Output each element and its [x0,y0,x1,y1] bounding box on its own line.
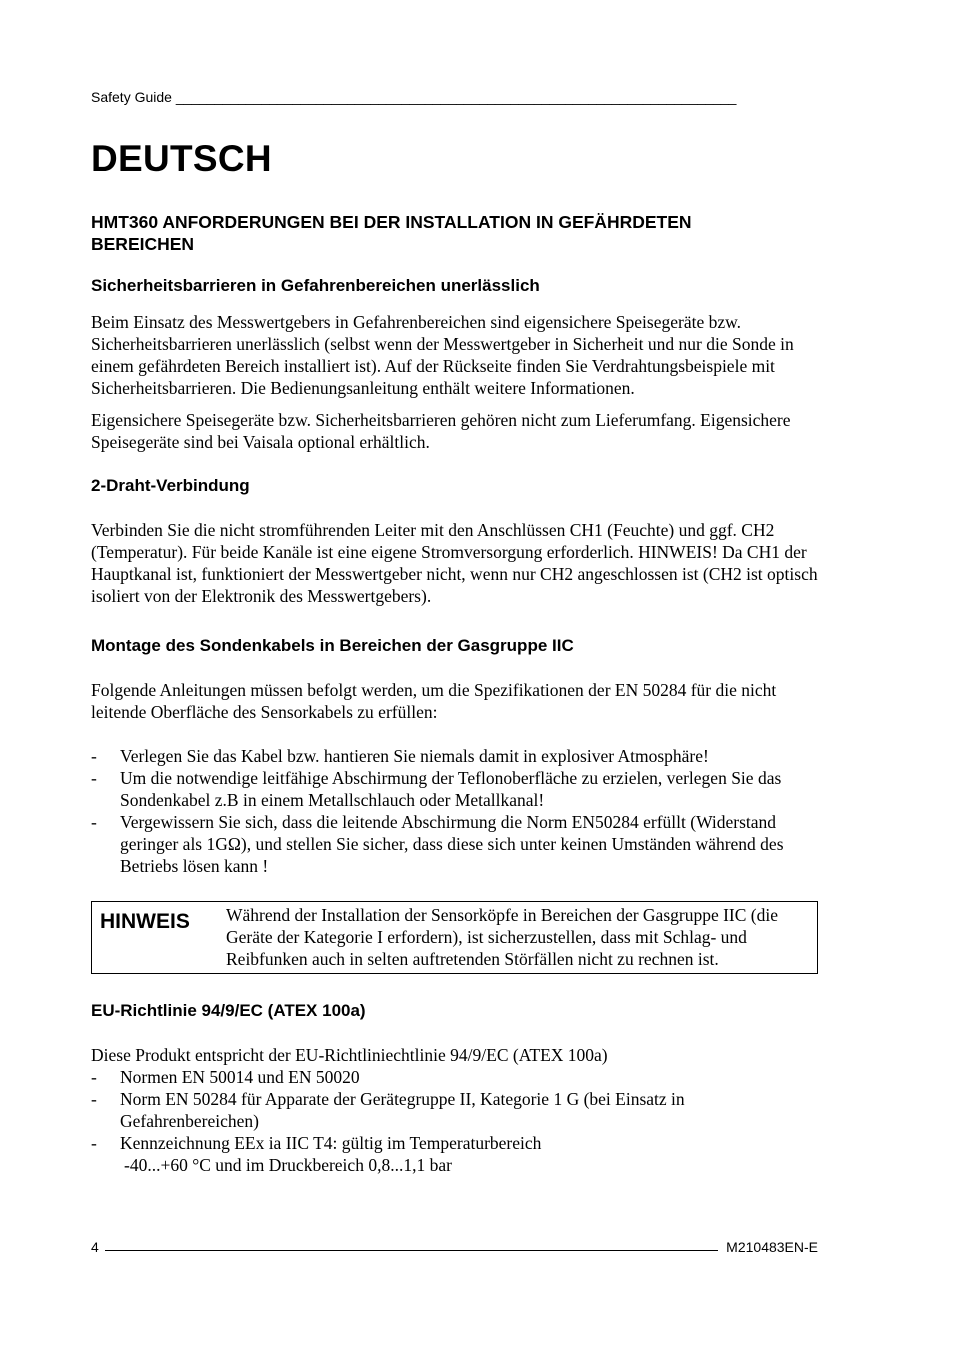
paragraph-barriers-1: Beim Einsatz des Messwertgebers in Gefahrenbereichen sind eigensichere Speisegeräte bzw. Sicherheitsbarrieren unerlässlich (selbst wenn der Messwertgeber in Sicherheit und nur die Sonde in einem gefährdeten Bereich installiert ist). Auf der Rückseite finden Sie Verdrahtungsbeispiele mit Sicherheitsbarrieren. Die Bedienungsanleitung enthält weitere Informationen. [91,312,794,398]
heading-safety-barriers: Sicherheitsbarrieren in Gefahrenbereichen unerlässlich [91,276,540,295]
section-heading: HMT360 ANFORDERUNGEN BEI DER INSTALLATION IN GEFÄHRDETEN BEREICHEN [91,212,692,254]
paragraph-probe-cable: Folgende Anleitungen müssen befolgt werden, um die Spezifikationen der EN 50284 für die nicht leitende Oberfläche des Sensorkabels zu erfüllen: [91,680,777,722]
list-item: - Vergewissern Sie sich, dass die leitende Abschirmung die Norm EN50284 erfüllt (Widerstand geringer als 1GΩ), und stellen Sie sicher, dass diese sich unter keinen Umständen während des Betriebs lösen kann ! [91,812,784,876]
note-text: Während der Installation der Sensorköpfe in Bereichen der Gasgruppe IIC (die Geräte der Kategorie I erfordern), ist sicherzustellen, dass mit Schlag- und Reibfunken auch in selten auftretenden Störfällen nicht zu rechnen ist. [226,905,779,969]
page-footer [91,1239,818,1255]
list-dash: - [91,1089,97,1109]
list-dash: - [91,812,97,832]
list-item: - Normen EN 50014 und EN 50020 [91,1067,360,1087]
list-item: - Um die notwendige leitfähige Abschirmung der Teflonoberfläche zu erzielen, verlegen Sie das Sondenkabel z.B in einem Metallschlauch oder Metallkanal! [91,768,782,810]
paragraph-two-wire: Verbinden Sie die nicht stromführenden Leiter mit den Anschlüssen CH1 (Feuchte) und ggf. CH2 (Temperatur). Für beide Kanäle ist eine eigene Stromversorgung erforderlich. HINWEIS! Da CH1 der Hauptkanal ist, funktioniert der Messwertgeber nicht, wenn nur CH2 angeschlossen ist (CH2 ist optisch isoliert von der Elektronik des Messwertgebers). [91,520,818,606]
page-header: Safety Guide ________________________________________________________________________ [91,89,737,105]
paragraph-eu-directive: Diese Produkt entspricht der EU-Richtliniechtlinie 94/9/EC (ATEX 100a) [91,1045,608,1065]
document-code: M210483EN-E [726,1239,818,1255]
heading-eu-directive: EU-Richtlinie 94/9/EC (ATEX 100a) [91,1001,366,1020]
temperature-pressure-range: -40...+60 °C und im Druckbereich 0,8...1,1 bar [124,1155,452,1175]
list-dash: - [91,1067,97,1087]
heading-two-wire: 2-Draht-Verbindung [91,476,250,495]
note-box [91,901,818,974]
page-title: DEUTSCH [91,138,272,179]
list-item: - Norm EN 50284 für Apparate der Gerätegruppe II, Kategorie 1 G (bei Einsatz in Gefahrenbereichen) [91,1089,685,1131]
footer-rule [105,1249,718,1251]
page-content [91,137,818,1176]
list-dash: - [91,746,97,766]
note-label: HINWEIS [100,910,190,933]
paragraph-barriers-2: Eigensichere Speisegeräte bzw. Sicherheitsbarrieren gehören nicht zum Lieferumfang. Eigensichere Speisegeräte sind bei Vaisala optional erhältlich. [91,410,791,452]
page-number: 4 [91,1239,99,1255]
probe-cable-list [91,745,818,877]
list-item: - Verlegen Sie das Kabel bzw. hantieren Sie niemals damit in explosiver Atmosphäre! [91,746,709,766]
eu-directive-list [91,1066,818,1154]
list-item: - Kennzeichnung EEx ia IIC T4: gültig im Temperaturbereich [91,1133,542,1153]
list-dash: - [91,1133,97,1153]
heading-probe-cable: Montage des Sondenkabels in Bereichen der Gasgruppe IIC [91,636,574,655]
list-dash: - [91,768,97,788]
